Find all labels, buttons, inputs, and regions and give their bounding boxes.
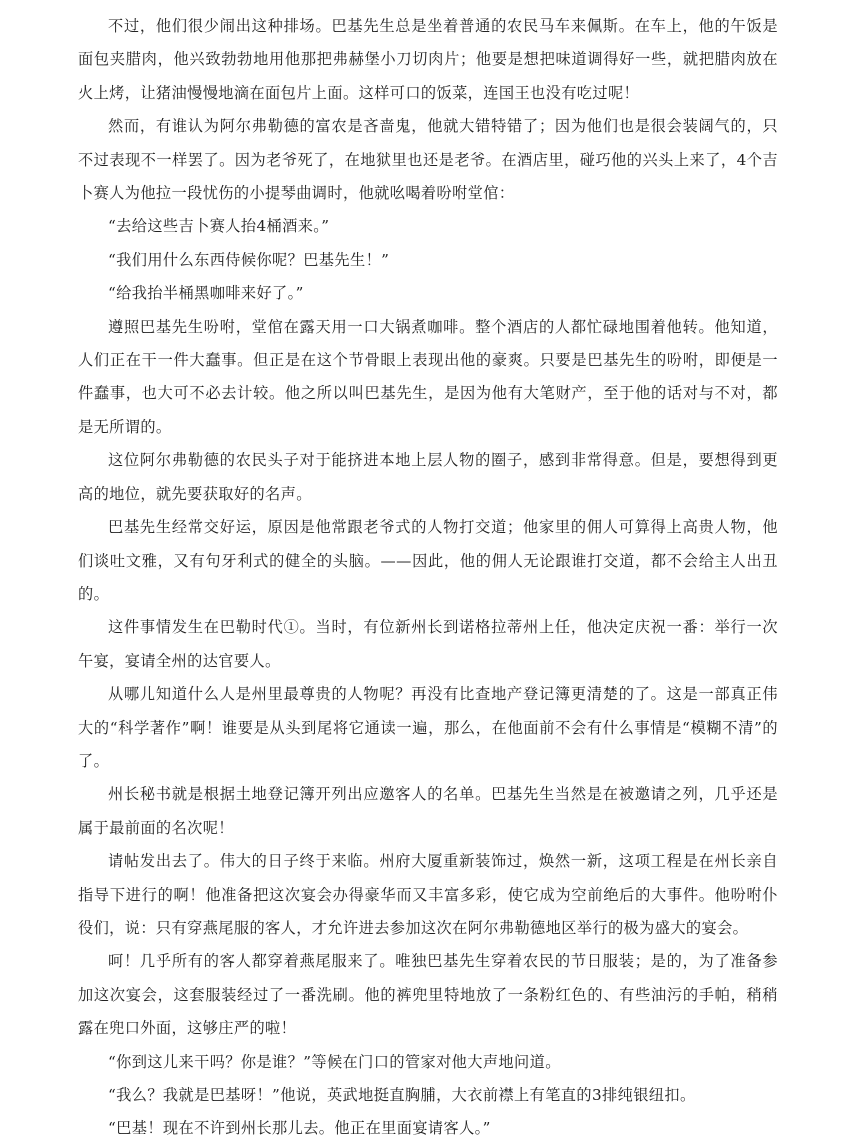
paragraph: “你到这儿来干吗？你是谁？”等候在门口的管家对他大声地问道。 — [108, 1052, 561, 1071]
paragraph: 巴基先生经常交好运，原因是他常跟老爷式的人物打交道；他家里的佣人可算得上高贵人物，他们谈吐文雅，又有句牙利式的健全的头脑。——因此，他的佣人无论跟谁打交道，都不会给主人出丑的。 — [78, 518, 778, 603]
paragraph: “给我抬半桶黑咖啡来好了。” — [108, 284, 304, 303]
paragraph: “我们用什么东西侍候你呢？巴基先生！” — [108, 250, 390, 269]
paragraph: “巴基！现在不许到州长那儿去。他正在里面宴请客人。” — [108, 1119, 491, 1138]
paragraph: 不过，他们很少闹出这种排场。巴基先生总是坐着普通的农民马车来佩斯。在车上，他的午饭是面包夹腊肉，他兴致勃勃地用他那把弗赫堡小刀切肉片；他要是想把味道调得好一些，就把腊肉放在火上烤，让猪油慢慢地滴在面包片上面。这样可口的饭菜，连国王也没有吃过呢！ — [78, 17, 778, 102]
document-page — [78, 10, 778, 1146]
paragraph: 这件事情发生在巴勒时代①。当时，有位新州长到诺格拉蒂州上任，他决定庆祝一番：举行一次午宴，宴请全州的达官要人。 — [78, 618, 778, 670]
paragraph: 遵照巴基先生吩咐，堂倌在露天用一口大锅煮咖啡。整个酒店的人都忙碌地围着他转。他知道，人们正在干一件大蠢事。但正是在这个节骨眼上表现出他的豪爽。只要是巴基先生的吩咐，即便是一件蠢事，也大可不必去计较。他之所以叫巴基先生，是因为他有大笔财产，至于他的话对与不对，都是无所谓的。 — [78, 317, 778, 436]
paragraph: 从哪儿知道什么人是州里最尊贵的人物呢？再没有比查地产登记簿更清楚的了。这是一部真正伟大的“科学著作”啊！谁要是从头到尾将它通读一遍，那么，在他面前不会有什么事情是“模糊不清”的了。 — [78, 685, 778, 770]
paragraph: 州长秘书就是根据土地登记簿开列出应邀客人的名单。巴基先生当然是在被邀请之列，几乎还是属于最前面的名次呢！ — [78, 785, 778, 837]
paragraph: “我么？我就是巴基呀！”他说，英武地挺直胸脯，大衣前襟上有笔直的3排纯银纽扣。 — [108, 1086, 696, 1104]
paragraph: 请帖发出去了。伟大的日子终于来临。州府大厦重新装饰过，焕然一新，这项工程是在州长亲自指导下进行的啊！他准备把这次宴会办得豪华而又丰富多彩，使它成为空前绝后的大事件。他吩咐仆役们，说：只有穿燕尾服的客人，才允许进去参加这次在阿尔弗勒德地区举行的极为盛大的宴会。 — [78, 852, 778, 937]
paragraph: 然而，有谁认为阿尔弗勒德的富农是吝啬鬼，他就大错特错了；因为他们也是很会装阔气的，只不过表现不一样罢了。因为老爷死了，在地狱里也还是老爷。在酒店里，碰巧他的兴头上来了，4个吉卜赛人为他拉一段忧伤的小提琴曲调时，他就吆喝着吩咐堂倌： — [78, 117, 778, 203]
paragraph: 这位阿尔弗勒德的农民头子对于能挤进本地上层人物的圈子，感到非常得意。但是，要想得到更高的地位，就先要获取好的名声。 — [78, 451, 778, 503]
paragraph: 呵！几乎所有的客人都穿着燕尾服来了。唯独巴基先生穿着农民的节日服装；是的，为了准备参加这次宴会，这套服装经过了一番洗刷。他的裤兜里特地放了一条粉红色的、有些油污的手帕，稍稍露在兜口外面，这够庄严的啦！ — [78, 952, 778, 1038]
paragraph: “去给这些吉卜赛人抬4桶酒来。” — [108, 217, 330, 236]
